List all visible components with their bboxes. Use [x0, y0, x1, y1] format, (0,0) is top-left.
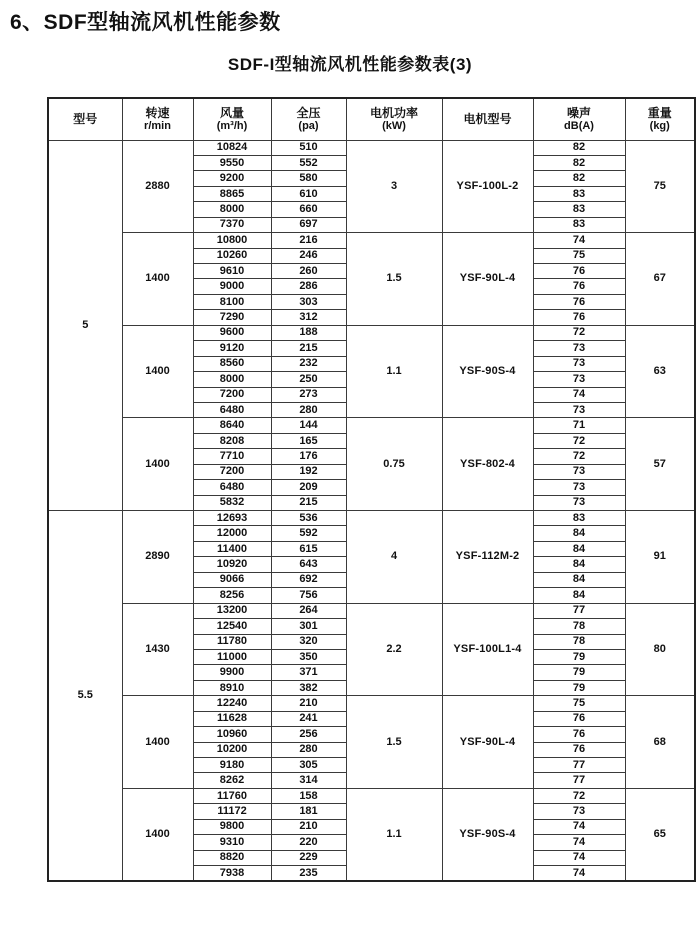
pressure-cell: 165: [271, 433, 346, 448]
column-header-unit: (kg): [649, 119, 670, 132]
airflow-cell: 7290: [193, 310, 271, 325]
noise-cell: 83: [533, 202, 625, 217]
column-header-model: [48, 98, 122, 140]
noise-cell: 83: [533, 217, 625, 232]
noise-cell: 76: [533, 727, 625, 742]
airflow-cell: 12240: [193, 696, 271, 711]
airflow-cell: 10824: [193, 140, 271, 155]
pressure-cell: 188: [271, 325, 346, 340]
pressure-cell: 209: [271, 480, 346, 495]
table-row: [48, 418, 695, 433]
pressure-cell: 371: [271, 665, 346, 680]
motor-model-cell: YSF-802-4: [442, 418, 533, 511]
pressure-cell: 660: [271, 202, 346, 217]
pressure-cell: 320: [271, 634, 346, 649]
airflow-cell: 9550: [193, 155, 271, 170]
pressure-cell: 536: [271, 511, 346, 526]
table-title: SDF-I型轴流风机性能参数表(3): [227, 55, 473, 74]
weight-cell: 68: [625, 696, 695, 789]
airflow-cell: 7710: [193, 449, 271, 464]
airflow-cell: 8100: [193, 294, 271, 309]
airflow-cell: 7370: [193, 217, 271, 232]
pressure-cell: 756: [271, 588, 346, 603]
noise-cell: 74: [533, 835, 625, 850]
motor-model-cell: YSF-100L1-4: [442, 603, 533, 696]
noise-cell: 79: [533, 649, 625, 664]
pressure-cell: 350: [271, 649, 346, 664]
noise-cell: 73: [533, 464, 625, 479]
airflow-cell: 11760: [193, 788, 271, 803]
airflow-cell: 8820: [193, 850, 271, 865]
speed-cell: 2880: [122, 140, 193, 233]
column-header-label: 重量: [647, 105, 672, 120]
noise-cell: 79: [533, 680, 625, 695]
noise-cell: 72: [533, 788, 625, 803]
motor-power-cell: 2.2: [346, 603, 442, 696]
airflow-cell: 9066: [193, 572, 271, 587]
pressure-cell: 250: [271, 372, 346, 387]
airflow-cell: 9610: [193, 264, 271, 279]
table-row: [48, 511, 695, 526]
pressure-cell: 303: [271, 294, 346, 309]
pressure-cell: 301: [271, 619, 346, 634]
noise-cell: 71: [533, 418, 625, 433]
airflow-cell: 9000: [193, 279, 271, 294]
pressure-cell: 305: [271, 758, 346, 773]
page-heading: 6、SDF型轴流风机性能参数: [10, 11, 281, 34]
noise-cell: 75: [533, 696, 625, 711]
airflow-cell: 7200: [193, 387, 271, 402]
pressure-cell: 273: [271, 387, 346, 402]
noise-cell: 73: [533, 402, 625, 417]
pressure-cell: 210: [271, 819, 346, 834]
noise-cell: 74: [533, 850, 625, 865]
noise-cell: 73: [533, 480, 625, 495]
pressure-cell: 286: [271, 279, 346, 294]
noise-cell: 83: [533, 186, 625, 201]
table-row: [48, 788, 695, 803]
weight-cell: 80: [625, 603, 695, 696]
noise-cell: 84: [533, 572, 625, 587]
airflow-cell: 7938: [193, 866, 271, 881]
motor-power-cell: 3: [346, 140, 442, 233]
pressure-cell: 312: [271, 310, 346, 325]
column-header-pressure: [271, 98, 346, 140]
noise-cell: 74: [533, 819, 625, 834]
pressure-cell: 280: [271, 402, 346, 417]
column-header-unit: (m³/h): [216, 119, 248, 132]
noise-cell: 79: [533, 665, 625, 680]
column-header-label: 电机型号: [463, 112, 512, 127]
motor-model-cell: YSF-112M-2: [442, 511, 533, 604]
pressure-cell: 280: [271, 742, 346, 757]
airflow-cell: 6480: [193, 402, 271, 417]
noise-cell: 84: [533, 588, 625, 603]
noise-cell: 82: [533, 155, 625, 170]
motor-model-cell: YSF-100L-2: [442, 140, 533, 233]
noise-cell: 73: [533, 372, 625, 387]
pressure-cell: 592: [271, 526, 346, 541]
motor-power-cell: 4: [346, 511, 442, 604]
noise-cell: 76: [533, 279, 625, 294]
noise-cell: 72: [533, 433, 625, 448]
pressure-cell: 697: [271, 217, 346, 232]
motor-model-cell: YSF-90S-4: [442, 325, 533, 418]
weight-cell: 67: [625, 233, 695, 326]
speed-cell: 1400: [122, 696, 193, 789]
pressure-cell: 643: [271, 557, 346, 572]
table-body: [48, 140, 695, 881]
noise-cell: 82: [533, 140, 625, 155]
pressure-cell: 216: [271, 233, 346, 248]
pressure-cell: 215: [271, 341, 346, 356]
pressure-cell: 246: [271, 248, 346, 263]
noise-cell: 73: [533, 495, 625, 510]
pressure-cell: 580: [271, 171, 346, 186]
pressure-cell: 210: [271, 696, 346, 711]
pressure-cell: 192: [271, 464, 346, 479]
column-header-speed: [122, 98, 193, 140]
noise-cell: 74: [533, 387, 625, 402]
airflow-cell: 11000: [193, 649, 271, 664]
noise-cell: 76: [533, 742, 625, 757]
pressure-cell: 235: [271, 866, 346, 881]
column-header-motor-power: [346, 98, 442, 140]
column-header-unit: r/min: [144, 119, 171, 132]
noise-cell: 77: [533, 758, 625, 773]
noise-cell: 77: [533, 773, 625, 788]
noise-cell: 84: [533, 526, 625, 541]
noise-cell: 73: [533, 804, 625, 819]
motor-model-cell: YSF-90S-4: [442, 788, 533, 881]
motor-model-cell: YSF-90L-4: [442, 696, 533, 789]
table-row: [48, 696, 695, 711]
motor-power-cell: 1.1: [346, 788, 442, 881]
column-header-label: 型号: [73, 112, 98, 127]
column-header-weight: [625, 98, 695, 140]
column-header-label: 全压: [296, 105, 321, 120]
weight-cell: 75: [625, 140, 695, 233]
pressure-cell: 552: [271, 155, 346, 170]
airflow-cell: 9800: [193, 819, 271, 834]
speed-cell: 1400: [122, 788, 193, 881]
pressure-cell: 241: [271, 711, 346, 726]
pressure-cell: 692: [271, 572, 346, 587]
airflow-cell: 13200: [193, 603, 271, 618]
fan-performance-table: [47, 97, 696, 882]
noise-cell: 76: [533, 294, 625, 309]
airflow-cell: 11172: [193, 804, 271, 819]
airflow-cell: 11780: [193, 634, 271, 649]
motor-power-cell: 1.5: [346, 233, 442, 326]
airflow-cell: 10920: [193, 557, 271, 572]
pressure-cell: 229: [271, 850, 346, 865]
airflow-cell: 8640: [193, 418, 271, 433]
airflow-cell: 11628: [193, 711, 271, 726]
column-header-motor-model: [442, 98, 533, 140]
airflow-cell: 10260: [193, 248, 271, 263]
pressure-cell: 615: [271, 541, 346, 556]
speed-cell: 1400: [122, 325, 193, 418]
pressure-cell: 158: [271, 788, 346, 803]
airflow-cell: 12000: [193, 526, 271, 541]
column-header-unit: (kW): [382, 119, 406, 132]
pressure-cell: 382: [271, 680, 346, 695]
airflow-cell: 10200: [193, 742, 271, 757]
pressure-cell: 610: [271, 186, 346, 201]
motor-power-cell: 1.5: [346, 696, 442, 789]
airflow-cell: 8560: [193, 356, 271, 371]
airflow-cell: 8865: [193, 186, 271, 201]
noise-cell: 73: [533, 356, 625, 371]
noise-cell: 84: [533, 541, 625, 556]
airflow-cell: 8000: [193, 372, 271, 387]
airflow-cell: 12693: [193, 511, 271, 526]
pressure-cell: 215: [271, 495, 346, 510]
column-header-label: 转速: [145, 105, 170, 120]
motor-power-cell: 1.1: [346, 325, 442, 418]
weight-cell: 65: [625, 788, 695, 881]
pressure-cell: 264: [271, 603, 346, 618]
noise-cell: 76: [533, 264, 625, 279]
airflow-cell: 8256: [193, 588, 271, 603]
airflow-cell: 9180: [193, 758, 271, 773]
noise-cell: 75: [533, 248, 625, 263]
table-row: [48, 140, 695, 155]
noise-cell: 73: [533, 341, 625, 356]
weight-cell: 63: [625, 325, 695, 418]
pressure-cell: 256: [271, 727, 346, 742]
column-header-noise: [533, 98, 625, 140]
column-header-airflow: [193, 98, 271, 140]
airflow-cell: 8910: [193, 680, 271, 695]
weight-cell: 91: [625, 511, 695, 604]
airflow-cell: 9120: [193, 341, 271, 356]
noise-cell: 76: [533, 310, 625, 325]
column-header-label: 风量: [219, 105, 244, 120]
noise-cell: 74: [533, 233, 625, 248]
column-header-unit: dB(A): [564, 119, 594, 132]
airflow-cell: 6480: [193, 480, 271, 495]
model-cell: 5: [48, 140, 122, 511]
speed-cell: 1400: [122, 418, 193, 511]
airflow-cell: 9900: [193, 665, 271, 680]
airflow-cell: 10800: [193, 233, 271, 248]
airflow-cell: 5832: [193, 495, 271, 510]
column-header-label: 电机功率: [369, 105, 418, 120]
noise-cell: 72: [533, 325, 625, 340]
noise-cell: 83: [533, 511, 625, 526]
model-cell: 5.5: [48, 511, 122, 882]
column-header-unit: (pa): [298, 119, 319, 132]
noise-cell: 77: [533, 603, 625, 618]
airflow-cell: 10960: [193, 727, 271, 742]
airflow-cell: 9600: [193, 325, 271, 340]
speed-cell: 1400: [122, 233, 193, 326]
motor-power-cell: 0.75: [346, 418, 442, 511]
weight-cell: 57: [625, 418, 695, 511]
airflow-cell: 12540: [193, 619, 271, 634]
table-row: [48, 603, 695, 618]
table-row: [48, 233, 695, 248]
pressure-cell: 232: [271, 356, 346, 371]
noise-cell: 78: [533, 619, 625, 634]
table-header-row: [48, 98, 695, 140]
noise-cell: 74: [533, 866, 625, 881]
motor-model-cell: YSF-90L-4: [442, 233, 533, 326]
airflow-cell: 8262: [193, 773, 271, 788]
column-header-label: 噪声: [566, 105, 591, 120]
speed-cell: 2890: [122, 511, 193, 604]
airflow-cell: 8208: [193, 433, 271, 448]
airflow-cell: 9200: [193, 171, 271, 186]
noise-cell: 76: [533, 711, 625, 726]
noise-cell: 78: [533, 634, 625, 649]
pressure-cell: 220: [271, 835, 346, 850]
pressure-cell: 314: [271, 773, 346, 788]
pressure-cell: 144: [271, 418, 346, 433]
table-header: [48, 98, 695, 140]
airflow-cell: 11400: [193, 541, 271, 556]
pressure-cell: 181: [271, 804, 346, 819]
airflow-cell: 7200: [193, 464, 271, 479]
airflow-cell: 8000: [193, 202, 271, 217]
airflow-cell: 9310: [193, 835, 271, 850]
noise-cell: 84: [533, 557, 625, 572]
speed-cell: 1430: [122, 603, 193, 696]
pressure-cell: 260: [271, 264, 346, 279]
noise-cell: 72: [533, 449, 625, 464]
noise-cell: 82: [533, 171, 625, 186]
table-row: [48, 325, 695, 340]
pressure-cell: 176: [271, 449, 346, 464]
pressure-cell: 510: [271, 140, 346, 155]
